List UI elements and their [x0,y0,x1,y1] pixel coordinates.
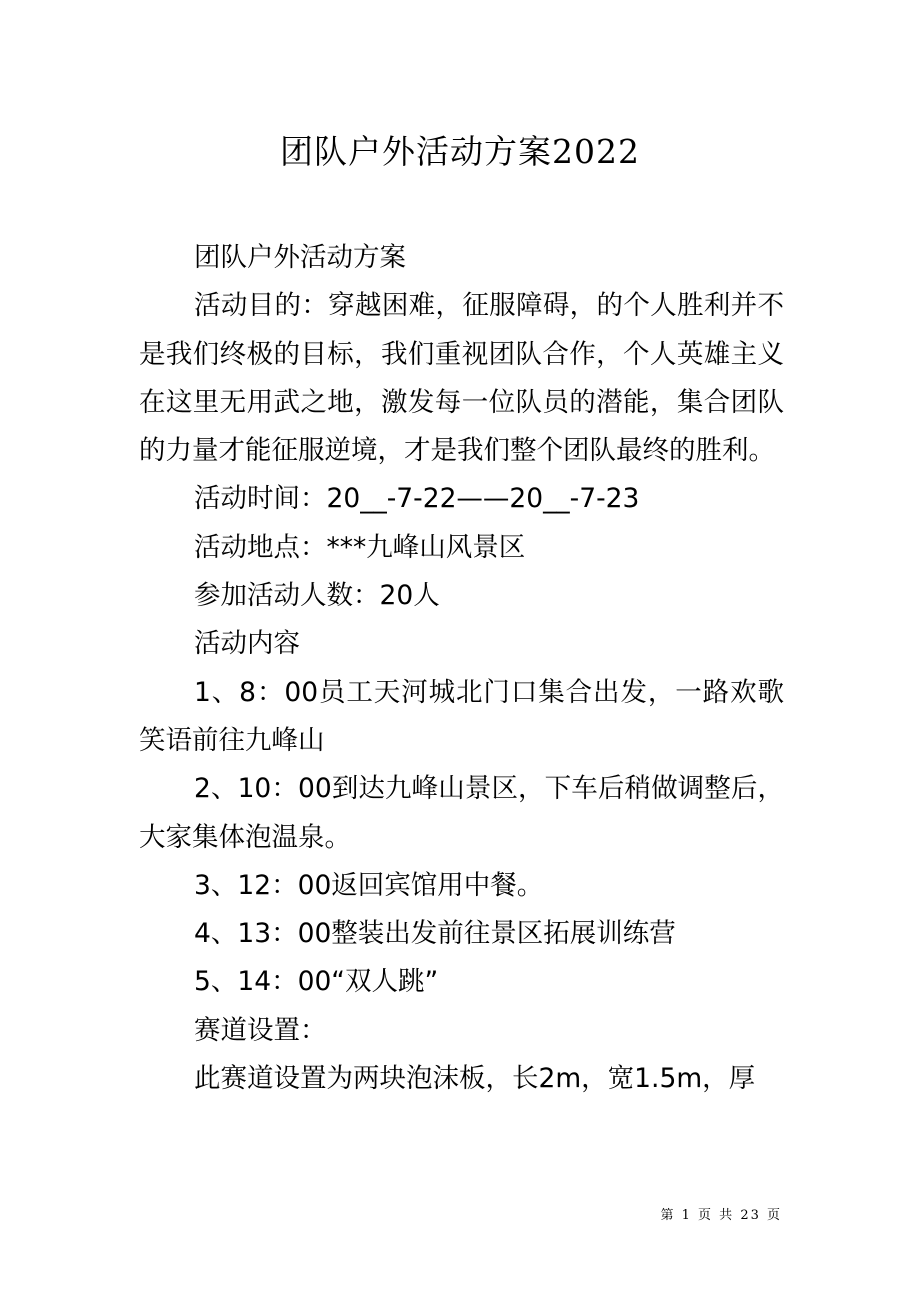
page-number: 第 1 页 共 23 页 [660,1208,782,1223]
paragraph-track-heading: 赛道设置： [194,1014,327,1046]
paragraph-item-2: 2、10：00到达九峰山景区，下车后稍做调整后，大家集体泡温泉。 [139,773,784,853]
document-title: 团队户外活动方案2022 [280,132,640,171]
paragraph-participants: 参加活动人数：20人 [194,580,440,612]
paragraph-item-1: 1、8：00员工天河城北门口集合出发，一路欢歌笑语前往九峰山 [139,676,784,756]
paragraph-track-desc: 此赛道设置为两块泡沫板，长2m，宽1.5m，厚 [194,1063,756,1095]
paragraph-item-5: 5、14：00“双人跳” [194,966,439,998]
paragraph-item-3: 3、12：00返回宾馆用中餐。 [194,869,544,901]
paragraph-item-4: 4、13：00整装出发前往景区拓展训练营 [194,918,676,950]
paragraph-time: 活动时间：20__-7-22——20__-7-23 [194,483,640,515]
paragraph-location: 活动地点：***九峰山风景区 [194,531,526,563]
paragraph-content-heading: 活动内容 [194,628,300,660]
paragraph-purpose: 活动目的：穿越困难，征服障碍，的个人胜利并不是我们终极的目标，我们重视团队合作，个人英雄主义在这里无用武之地，激发每一位队员的潜能，集合团队的力量才能征服逆境，才是我们整个团队最终的胜利。 [139,290,784,467]
paragraph-heading: 团队户外活动方案 [194,242,406,273]
document-body [139,234,784,1103]
